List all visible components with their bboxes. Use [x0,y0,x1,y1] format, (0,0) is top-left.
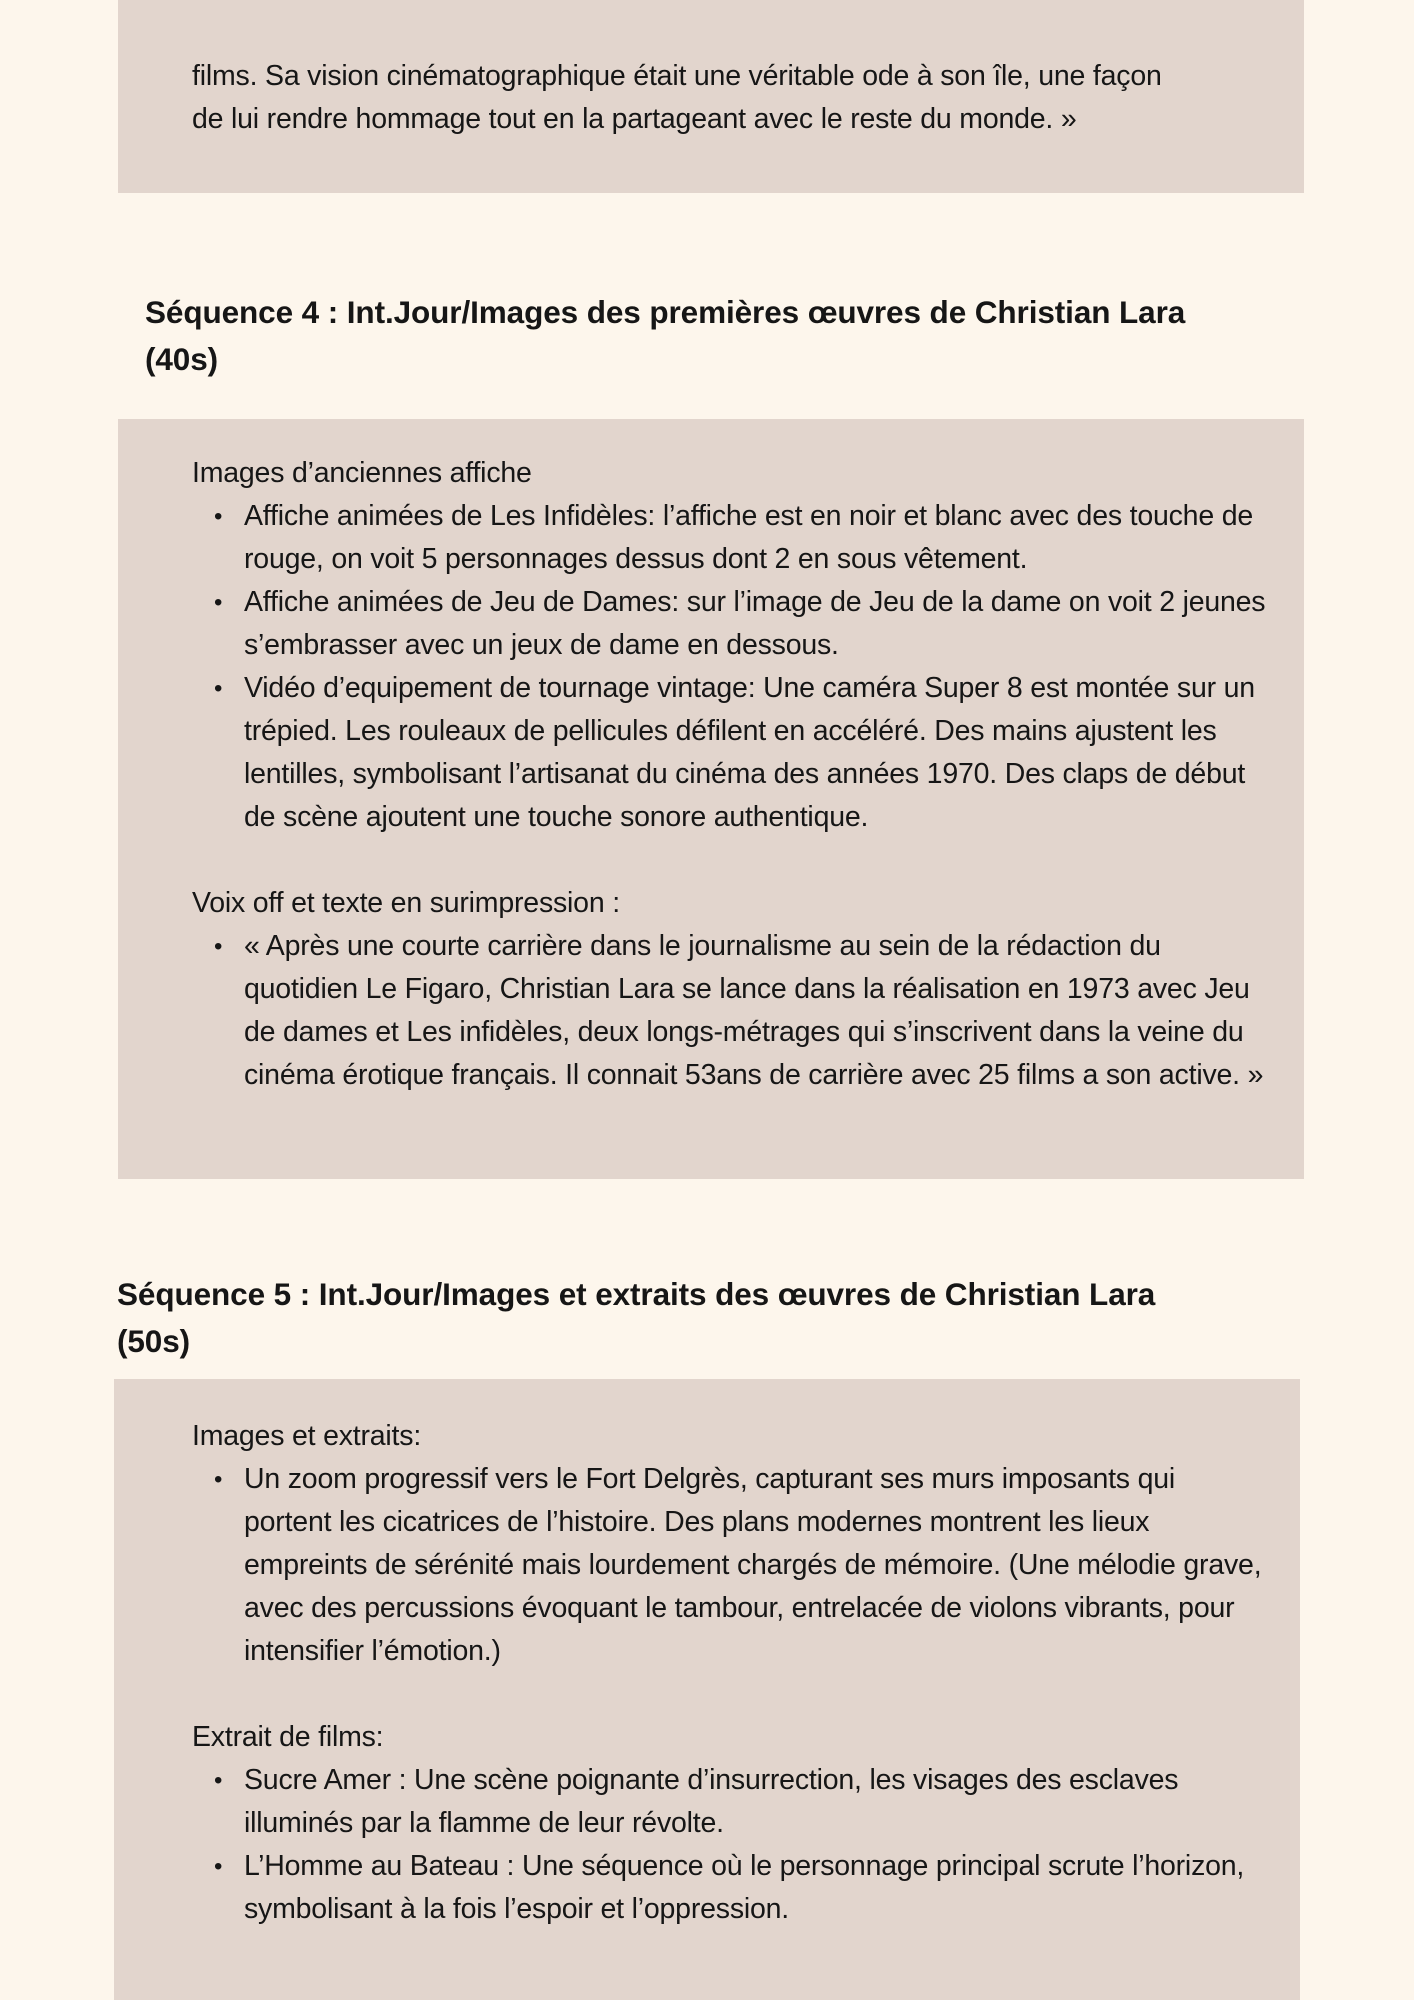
sequence-5-heading [117,1271,1155,1365]
sequence-4-heading-line2: (40s) [145,341,219,377]
images-extraits-label: Images et extraits: [192,1420,422,1452]
images-extraits-list [192,1458,1270,1673]
films-list [192,1759,1270,1931]
list-item: • Vidéo d’equipement de tournage vintage: Une caméra Super 8 est montée sur un trépied. Les rouleaux de pellicules défilent en accéléré. Des mains ajustent les lentilles, symbolisant l’artisanat du cinéma des années 1970. Des claps de début de scène ajoutent une touche sonore authentique. [244,667,1274,839]
images-label: Images d’anciennes affiche [192,457,532,489]
sequence-5-heading-line1: Séquence 5 : Int.Jour/Images et extraits des œuvres de Christian Lara [117,1276,1156,1312]
intro-line: films. Sa vision cinématographique était une véritable ode à son île, une façon [192,60,1162,92]
list-item: • L’Homme au Bateau : Une séquence où le personnage principal scrute l’horizon, symbolisant à la fois l’espoir et l’oppression. [244,1845,1270,1931]
list-item: • Sucre Amer : Une scène poignante d’insurrection, les visages des esclaves illuminés par la flamme de leur révolte. [244,1759,1270,1845]
sequence-5-box [114,1379,1300,2000]
list-item: • Affiche animées de Jeu de Dames: sur l’image de Jeu de la dame on voit 2 jeunes s’embrasser avec un jeux de dame en dessous. [244,581,1274,667]
list-item: • Un zoom progressif vers le Fort Delgrès, capturant ses murs imposants qui portent les cicatrices de l’histoire. Des plans modernes montrent les lieux empreints de sérénité mais lourdement chargés de mémoire. (Une mélodie grave, avec des percussions évoquant le tambour, entrelacée de violons vibrants, pour intensifier l’émotion.) [244,1458,1270,1673]
list-item: • « Après une courte carrière dans le journalisme au sein de la rédaction du quotidien Le Figaro, Christian Lara se lance dans la réalisation en 1973 avec Jeu de dames et Les infidèles, deux longs-métrages qui s’inscrivent dans la veine du cinéma érotique français. Il connait 53ans de carrière avec 25 films a son active. » [244,925,1274,1097]
sequence-4-heading-line1: Séquence 4 : Int.Jour/Images des premières œuvres de Christian Lara [145,294,1186,330]
intro-line: de lui rendre hommage tout en la partageant avec le reste du monde. » [192,103,1077,135]
sequence-4-box [118,419,1304,1179]
voice-over-list [192,925,1274,1097]
list-item: • Affiche animées de Les Infidèles: l’affiche est en noir et blanc avec des touche de rouge, on voit 5 personnages dessus dont 2 en sous vêtement. [244,495,1274,581]
sequence-5-heading-line2: (50s) [117,1323,191,1359]
films-label: Extrait de films: [192,1721,384,1753]
images-list [192,495,1274,839]
sequence-4-heading [145,289,1185,383]
voice-over-label: Voix off et texte en surimpression : [192,887,620,919]
intro-quote-box [118,0,1304,193]
